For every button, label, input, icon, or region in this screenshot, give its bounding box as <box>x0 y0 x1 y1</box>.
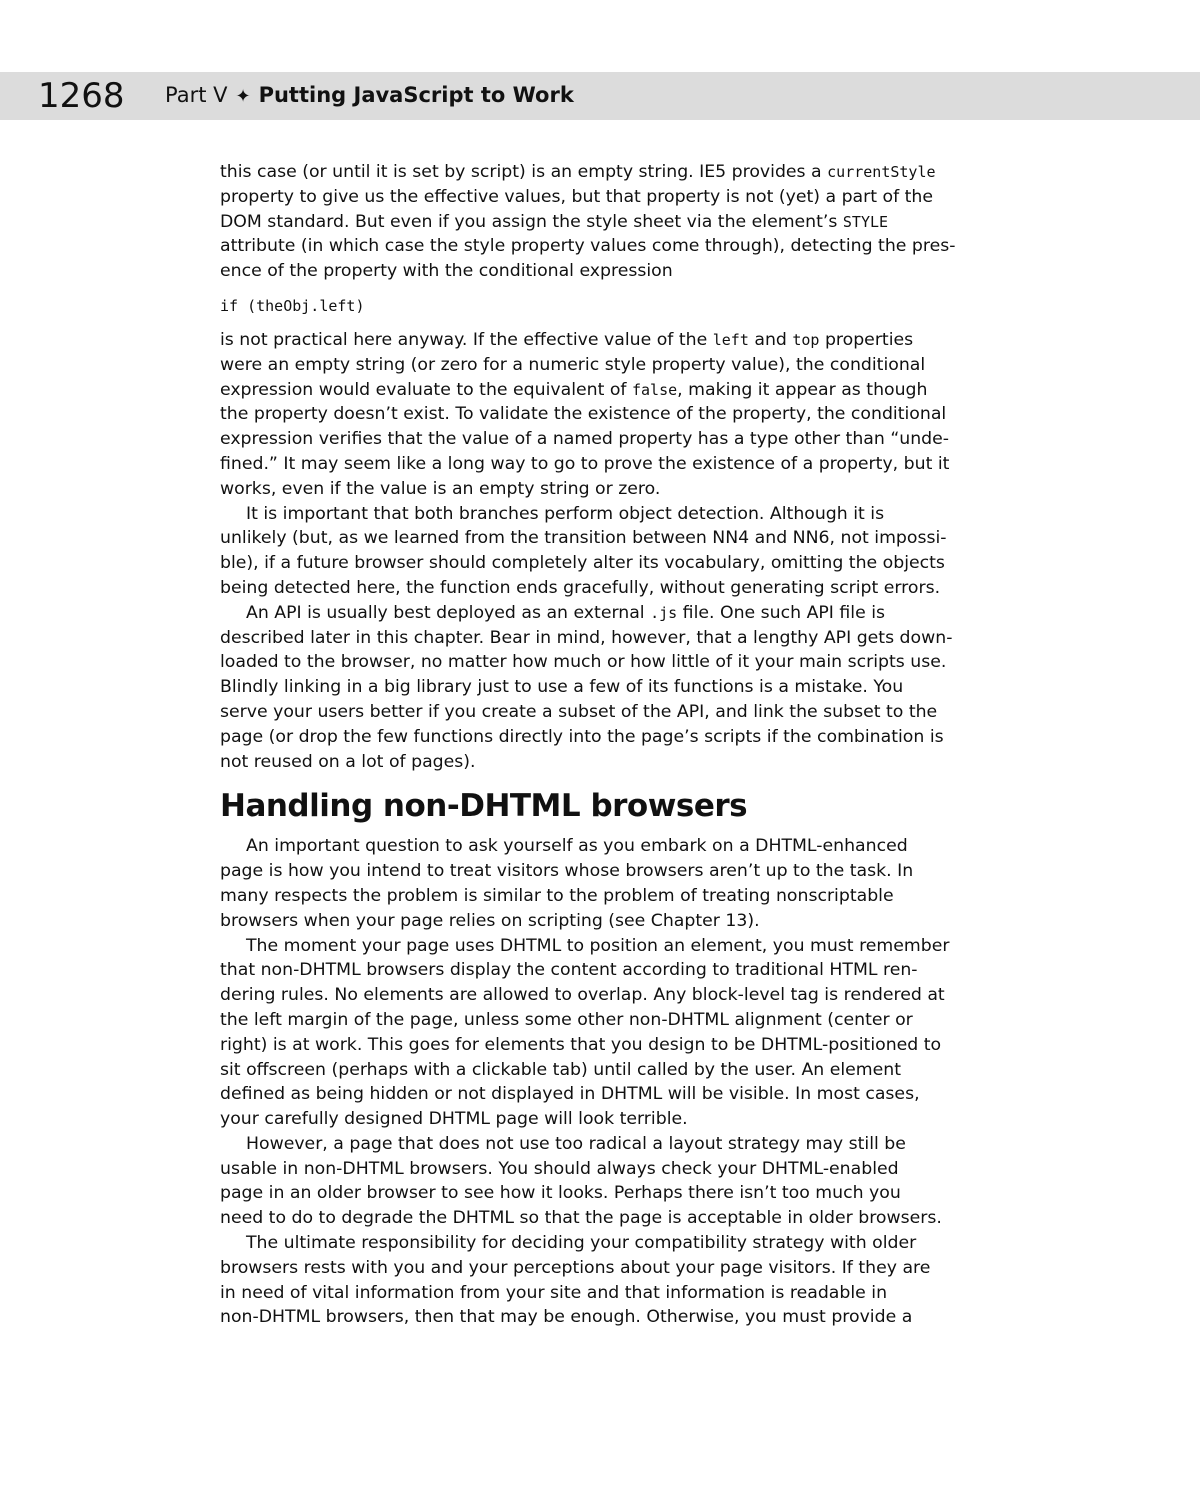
text-line: browsers rests with you and your perceptions about your page visitors. If they are <box>220 1257 931 1278</box>
part-label: Part V <box>165 83 228 107</box>
text-line: dering rules. No elements are allowed to overlap. Any block-level tag is rendered at <box>220 985 945 1006</box>
text-line: being detected here, the function ends gracefully, without generating script errors. <box>220 577 941 598</box>
text-line: page is how you intend to treat visitors whose browsers aren’t up to the task. In <box>220 861 914 882</box>
text-line: fined.” It may seem like a long way to go to prove the existence of a property, but it <box>220 453 950 474</box>
text-line: page in an older browser to see how it looks. Perhaps there isn’t too much you <box>220 1183 901 1204</box>
text-line: not reused on a lot of pages). <box>220 751 476 772</box>
text-line: attribute (in which case the style property values come through), detecting the pres- <box>220 236 956 257</box>
text-line: in need of vital information from your site and that information is readable in <box>220 1282 888 1303</box>
section-heading: Handling non-DHTML browsers <box>220 788 748 825</box>
running-header <box>0 72 1200 120</box>
paragraph <box>220 328 1050 502</box>
text-line: browsers when your page relies on scripting (see Chapter 13). <box>220 910 760 931</box>
text-line: However, a page that does not use too radical a layout strategy may still be <box>246 1133 906 1154</box>
paragraph-continuation <box>220 160 1050 284</box>
paragraph <box>220 834 1050 933</box>
paragraph <box>220 601 1050 775</box>
paragraph <box>220 934 1050 1132</box>
text-line: right) is at work. This goes for elements that you design to be DHTML-positioned to <box>220 1034 942 1055</box>
text-line: An important question to ask yourself as you embark on a DHTML-enhanced <box>246 836 908 857</box>
text-line: described later in this chapter. Bear in mind, however, that a lengthy API gets down- <box>220 627 953 648</box>
text-line: expression would evaluate to the equivalent of false, making it appear as though <box>220 379 928 400</box>
text-line: The moment your page uses DHTML to position an element, you must remember <box>246 935 950 956</box>
text-line: your carefully designed DHTML page will look terrible. <box>220 1109 688 1130</box>
text-line: loaded to the browser, no matter how much or how little of it your main scripts use. <box>220 652 947 673</box>
text-line: DOM standard. But even if you assign the style sheet via the element’s STYLE <box>220 211 889 232</box>
text-line: sit offscreen (perhaps with a clickable tab) until called by the user. An element <box>220 1059 901 1080</box>
text-line: It is important that both branches perform object detection. Although it is <box>246 503 885 524</box>
text-line: many respects the problem is similar to the problem of treating nonscriptable <box>220 885 894 906</box>
text-line: defined as being hidden or not displayed in DHTML will be visible. In most cases, <box>220 1084 920 1105</box>
text-line: The ultimate responsibility for deciding your compatibility strategy with older <box>246 1233 917 1254</box>
text-line: usable in non-DHTML browsers. You should always check your DHTML-enabled <box>220 1158 899 1179</box>
paragraph <box>220 502 1050 601</box>
text-line: ence of the property with the conditional expression <box>220 261 673 282</box>
text-line: that non-DHTML browsers display the content according to traditional HTML ren- <box>220 960 918 981</box>
text-line: is not practical here anyway. If the effective value of the left and top properties <box>220 329 914 350</box>
text-line: expression verifies that the value of a named property has a type other than “unde- <box>220 429 950 450</box>
text-line: need to do to degrade the DHTML so that the page is acceptable in older browsers. <box>220 1208 942 1229</box>
text-line: this case (or until it is set by script) is an empty string. IE5 provides a currentStyle <box>220 162 936 182</box>
text-line: the left margin of the page, unless some other non-DHTML alignment (center or <box>220 1009 913 1030</box>
text-line: the property doesn’t exist. To validate the existence of the property, the conditional <box>220 404 947 425</box>
text-line: unlikely (but, as we learned from the transition between NN4 and NN6, not impossi- <box>220 528 947 549</box>
text-line: page (or drop the few functions directly into the page’s scripts if the combination is <box>220 726 944 747</box>
page-body <box>220 160 1050 1330</box>
paragraph <box>220 1132 1050 1231</box>
text-line: ble), if a future browser should completely alter its vocabulary, omitting the objects <box>220 553 945 574</box>
text-line: serve your users better if you create a subset of the API, and link the subset to the <box>220 701 938 722</box>
text-line: An API is usually best deployed as an external .js file. One such API file is <box>246 602 886 623</box>
running-head <box>165 81 574 111</box>
text-line: were an empty string (or zero for a numeric style property value), the conditional <box>220 354 926 375</box>
text-line: non-DHTML browsers, then that may be enough. Otherwise, you must provide a <box>220 1307 913 1328</box>
page-number: 1268 <box>38 76 125 116</box>
text-line: works, even if the value is an empty string or zero. <box>220 478 661 499</box>
paragraph <box>220 1231 1050 1330</box>
separator-icon: ✦ <box>235 86 251 107</box>
code-snippet: if (theObj.left) <box>220 296 365 315</box>
part-title: Putting JavaScript to Work <box>258 83 574 107</box>
text-line: property to give us the effective values, but that property is not (yet) a part of the <box>220 186 934 207</box>
text-line: Blindly linking in a big library just to use a few of its functions is a mistake. You <box>220 677 904 698</box>
